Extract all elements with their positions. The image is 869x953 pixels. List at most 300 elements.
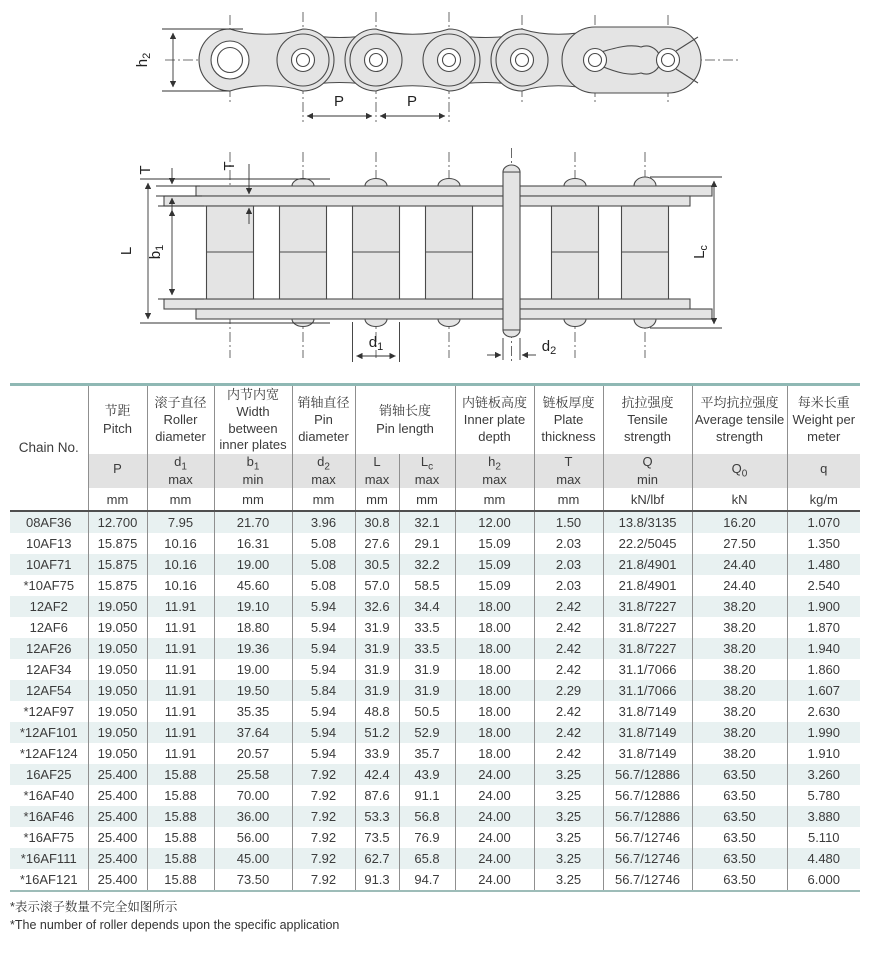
table-row xyxy=(10,638,860,659)
table-cell: 12AF54 xyxy=(25,683,72,698)
table-cell: 10.16 xyxy=(147,554,214,575)
table-cell: 27.50 xyxy=(692,533,787,554)
table-cell: 38.20 xyxy=(692,701,787,722)
table-cell: 2.03 xyxy=(534,533,603,554)
table-cell: 3.25 xyxy=(534,785,603,806)
table-cell: 2.42 xyxy=(534,617,603,638)
table-cell: 45.60 xyxy=(214,575,292,596)
table-cell: 3.260 xyxy=(787,764,860,785)
symbol-tensile-strength: Q min xyxy=(603,454,692,488)
table-cell: 24.00 xyxy=(455,827,534,848)
table-cell: *16AF46 xyxy=(23,809,75,824)
pin-hole xyxy=(589,54,602,67)
table-cell: 25.400 xyxy=(88,848,147,869)
table-cell: 3.25 xyxy=(534,827,603,848)
table-cell: 3.25 xyxy=(534,764,603,785)
table-cell: 91.1 xyxy=(399,785,455,806)
table-cell: 24.00 xyxy=(455,869,534,890)
column-header-average-tensile-strength: 平均抗拉强度 Average tensile strength xyxy=(692,386,787,454)
table-cell: 15.875 xyxy=(88,554,147,575)
table-cell: 2.03 xyxy=(534,575,603,596)
table-cell: 25.400 xyxy=(88,764,147,785)
symbol-average-tensile-strength: $Q_0$ xyxy=(692,454,787,488)
table-cell: 22.2/5045 xyxy=(603,533,692,554)
table-cell: 25.400 xyxy=(88,869,147,890)
table-cell: 12AF6 xyxy=(29,620,68,635)
table-cell: 65.8 xyxy=(399,848,455,869)
table-row xyxy=(10,617,860,638)
table-cell: 63.50 xyxy=(692,848,787,869)
table-cell: *16AF111 xyxy=(20,851,77,866)
dim-label-pitch-right: P xyxy=(406,93,418,110)
dim-label-Lc: $L_c$ xyxy=(691,245,710,259)
table-cell: 63.50 xyxy=(692,785,787,806)
unit-plate-thickness: mm xyxy=(534,488,603,511)
table-cell: 62.7 xyxy=(355,848,399,869)
table-cell: 1.070 xyxy=(787,511,860,533)
dim-label-t-inner: T xyxy=(221,161,238,171)
table-cell: 38.20 xyxy=(692,680,787,701)
table-cell: 18.00 xyxy=(455,659,534,680)
table-cell: 15.88 xyxy=(147,848,214,869)
table-cell: 73.50 xyxy=(214,869,292,890)
table-cell: 7.95 xyxy=(147,511,214,533)
table-row xyxy=(10,511,860,533)
table-row xyxy=(10,701,860,722)
table-cell: 51.2 xyxy=(355,722,399,743)
unit-pin-diameter: mm xyxy=(292,488,355,511)
table-cell: 2.42 xyxy=(534,659,603,680)
table-cell: 38.20 xyxy=(692,617,787,638)
table-cell: 3.25 xyxy=(534,848,603,869)
table-cell: 5.780 xyxy=(787,785,860,806)
table-cell: 5.94 xyxy=(292,596,355,617)
table-cell: 15.88 xyxy=(147,764,214,785)
table-cell: 19.050 xyxy=(88,722,147,743)
table-cell: 48.8 xyxy=(355,701,399,722)
table-cell: 11.91 xyxy=(147,743,214,764)
symbol-plate-thickness: T max xyxy=(534,454,603,488)
table-cell: 31.8/7227 xyxy=(603,638,692,659)
table-cell: 24.00 xyxy=(455,785,534,806)
table-cell: 19.00 xyxy=(214,554,292,575)
table-cell: 3.96 xyxy=(292,511,355,533)
table-cell: 18.00 xyxy=(455,701,534,722)
table-cell: 31.9 xyxy=(355,659,399,680)
table-cell: 1.910 xyxy=(787,743,860,764)
table-cell: 1.870 xyxy=(787,617,860,638)
dim-label-h2: $h_2$ xyxy=(134,52,153,68)
table-cell: 56.7/12746 xyxy=(603,848,692,869)
table-cell: 31.1/7066 xyxy=(603,680,692,701)
table-cell: 56.7/12886 xyxy=(603,806,692,827)
table-cell: 1.607 xyxy=(787,680,860,701)
table-cell: 5.84 xyxy=(292,680,355,701)
table-cell: 10.16 xyxy=(147,533,214,554)
column-header-inner-width: 内节内宽 Width between inner plates xyxy=(214,386,292,454)
table-cell: 38.20 xyxy=(692,722,787,743)
table-cell: 5.08 xyxy=(292,575,355,596)
table-cell: 31.8/7149 xyxy=(603,743,692,764)
table-cell: 19.050 xyxy=(88,638,147,659)
column-header-weight-per-meter: 每米长重 Weight per meter xyxy=(787,386,860,454)
table-cell: 20.57 xyxy=(214,743,292,764)
table-cell: 15.88 xyxy=(147,869,214,890)
table-cell: *12AF97 xyxy=(23,704,75,719)
table-cell: 08AF36 xyxy=(10,511,88,533)
footnote-en: *The number of roller depends upon the specific application xyxy=(10,917,340,932)
table-cell: 19.050 xyxy=(88,617,147,638)
table-cell: 31.8/7227 xyxy=(603,617,692,638)
table-cell: *16AF40 xyxy=(23,788,75,803)
table-row xyxy=(10,743,860,764)
table-cell: 2.630 xyxy=(787,701,860,722)
table-cell: 11.91 xyxy=(147,680,214,701)
table-cell: 10.16 xyxy=(147,575,214,596)
table-row xyxy=(10,575,860,596)
table-cell: 38.20 xyxy=(692,743,787,764)
pin-hole xyxy=(370,54,383,67)
unit-inner-width: mm xyxy=(214,488,292,511)
chain-drawings xyxy=(0,0,869,383)
table-cell: 18.80 xyxy=(214,617,292,638)
table-cell: 50.5 xyxy=(399,701,455,722)
dim-label-t-outer: T xyxy=(137,165,154,175)
table-cell: 5.94 xyxy=(292,722,355,743)
table-cell: 25.400 xyxy=(88,806,147,827)
table-cell: 3.25 xyxy=(534,869,603,890)
bush-hole xyxy=(218,48,243,73)
table-cell: 31.8/7227 xyxy=(603,596,692,617)
dim-label-pitch-left: P xyxy=(333,93,345,110)
table-cell: 11.91 xyxy=(147,617,214,638)
table-cell: 2.540 xyxy=(787,575,860,596)
table-cell: 18.00 xyxy=(455,617,534,638)
dim-label-b1: $b_1$ xyxy=(147,244,166,260)
table-cell: 18.00 xyxy=(455,722,534,743)
table-cell: 24.00 xyxy=(455,848,534,869)
table-cell: 21.8/4901 xyxy=(603,575,692,596)
dim-label-L: L xyxy=(118,246,135,256)
table-cell: 7.92 xyxy=(292,827,355,848)
table-header xyxy=(10,386,860,511)
table-cell: 19.050 xyxy=(88,701,147,722)
table-cell: 31.8/7149 xyxy=(603,701,692,722)
table-cell: 1.350 xyxy=(787,533,860,554)
table-cell: 32.6 xyxy=(355,596,399,617)
table-cell: 57.0 xyxy=(355,575,399,596)
table-cell: 13.8/3135 xyxy=(603,511,692,533)
table-cell: 30.8 xyxy=(355,511,399,533)
table-cell: 63.50 xyxy=(692,806,787,827)
table-cell: 2.42 xyxy=(534,596,603,617)
unit-pitch: mm xyxy=(88,488,147,511)
table-cell: *12AF124 xyxy=(19,746,78,761)
table-row xyxy=(10,533,860,554)
table-cell: 15.09 xyxy=(455,575,534,596)
dim-label-d2: $d_2$ xyxy=(541,338,557,357)
table-cell: *12AF101 xyxy=(19,725,78,740)
table-cell: 35.7 xyxy=(399,743,455,764)
table-cell: 34.4 xyxy=(399,596,455,617)
inner-plate-bottom xyxy=(164,299,690,309)
table-cell: 56.7/12886 xyxy=(603,764,692,785)
table-cell: 56.7/12746 xyxy=(603,827,692,848)
table-cell: 5.94 xyxy=(292,701,355,722)
table-cell: 24.40 xyxy=(692,554,787,575)
column-header-pin-diameter: 销轴直径 Pin diameter xyxy=(292,386,355,454)
table-cell: 35.35 xyxy=(214,701,292,722)
plan-view-drawing xyxy=(118,148,722,362)
table-cell: 94.7 xyxy=(399,869,455,890)
unit-inner-plate-depth: mm xyxy=(455,488,534,511)
table-cell: 63.50 xyxy=(692,869,787,890)
table-cell: 19.00 xyxy=(214,659,292,680)
table-cell: 32.2 xyxy=(399,554,455,575)
table-cell: 33.5 xyxy=(399,617,455,638)
table-row xyxy=(10,764,860,785)
table-cell: 53.3 xyxy=(355,806,399,827)
table-cell: 21.70 xyxy=(214,511,292,533)
table-cell: 18.00 xyxy=(455,680,534,701)
table-cell: 3.25 xyxy=(534,806,603,827)
table-cell: 73.5 xyxy=(355,827,399,848)
outer-plate-bottom xyxy=(196,309,712,319)
table-cell: 31.9 xyxy=(399,659,455,680)
table-cell: 6.000 xyxy=(787,869,860,890)
table-cell: *10AF75 xyxy=(23,578,75,593)
table-cell: 11.91 xyxy=(147,701,214,722)
table-cell: 1.860 xyxy=(787,659,860,680)
table-cell: 19.10 xyxy=(214,596,292,617)
table-cell: 43.9 xyxy=(399,764,455,785)
table-cell: 16.31 xyxy=(214,533,292,554)
table-cell: 37.64 xyxy=(214,722,292,743)
column-header-pitch: 节距 Pitch xyxy=(88,386,147,454)
table-cell: 19.050 xyxy=(88,743,147,764)
table-cell: 5.08 xyxy=(292,554,355,575)
table-cell: 33.9 xyxy=(355,743,399,764)
dim-label-d1: $d_1$ xyxy=(368,334,384,353)
table-cell: 15.875 xyxy=(88,575,147,596)
side-view-drawing xyxy=(134,12,740,122)
table-cell: 1.940 xyxy=(787,638,860,659)
table-cell: *16AF121 xyxy=(19,872,78,887)
table-cell: 38.20 xyxy=(692,638,787,659)
table-cell: 38.20 xyxy=(692,659,787,680)
table-cell: 63.50 xyxy=(692,827,787,848)
pin-hole xyxy=(516,54,529,67)
column-header-chain-no: Chain No. xyxy=(18,439,79,455)
table-cell: 24.00 xyxy=(455,806,534,827)
table-cell: 7.92 xyxy=(292,869,355,890)
table-cell: 5.94 xyxy=(292,743,355,764)
outer-plate-top xyxy=(196,186,712,196)
unit-average-tensile-strength: kN xyxy=(692,488,787,511)
symbol-pitch: P xyxy=(88,454,147,488)
symbol-pin-length-lc: $L_c$ max xyxy=(399,454,455,488)
table-cell: 12AF26 xyxy=(25,641,72,656)
table-cell: 2.03 xyxy=(534,554,603,575)
connecting-link xyxy=(562,27,701,93)
table-cell: 7.92 xyxy=(292,764,355,785)
table-cell: 12.00 xyxy=(455,511,534,533)
column-header-tensile-strength: 抗拉强度 Tensile strength xyxy=(603,386,692,454)
table-cell: 16AF25 xyxy=(25,767,72,782)
table-cell: 31.9 xyxy=(355,617,399,638)
table-cell: 15.875 xyxy=(88,533,147,554)
table-cell: 63.50 xyxy=(692,764,787,785)
table-row xyxy=(10,869,860,890)
table-cell: 25.58 xyxy=(214,764,292,785)
table-cell: 56.00 xyxy=(214,827,292,848)
footnotes xyxy=(10,899,869,934)
table-row xyxy=(10,785,860,806)
symbol-pin-diameter: $d_2$ max xyxy=(292,454,355,488)
table-cell: 4.480 xyxy=(787,848,860,869)
table-cell: 29.1 xyxy=(399,533,455,554)
table-cell: 1.990 xyxy=(787,722,860,743)
table-cell: 5.94 xyxy=(292,659,355,680)
table-cell: 12AF2 xyxy=(29,599,68,614)
table-cell: 31.1/7066 xyxy=(603,659,692,680)
table-cell: 12.700 xyxy=(88,511,147,533)
table-row xyxy=(10,806,860,827)
column-header-roller-diameter: 滚子直径 Roller diameter xyxy=(147,386,214,454)
table-cell: 24.00 xyxy=(455,764,534,785)
table-cell: 18.00 xyxy=(455,743,534,764)
table-row xyxy=(10,722,860,743)
table-cell: 15.88 xyxy=(147,785,214,806)
table-row xyxy=(10,596,860,617)
table-cell: 1.480 xyxy=(787,554,860,575)
table-cell: 19.50 xyxy=(214,680,292,701)
table-cell: 87.6 xyxy=(355,785,399,806)
table-cell: 15.88 xyxy=(147,806,214,827)
table-row xyxy=(10,848,860,869)
unit-tensile-strength: kN/lbf xyxy=(603,488,692,511)
table-cell: 56.7/12886 xyxy=(603,785,692,806)
pin-hole xyxy=(297,54,310,67)
table-cell: 2.42 xyxy=(534,722,603,743)
column-header-plate-thickness: 链板厚度 Plate thickness xyxy=(534,386,603,454)
symbol-inner-width: $b_1$ min xyxy=(214,454,292,488)
table-cell: 2.42 xyxy=(534,701,603,722)
table-cell: 38.20 xyxy=(692,596,787,617)
table-cell: 5.110 xyxy=(787,827,860,848)
table-cell: 36.00 xyxy=(214,806,292,827)
table-cell: 11.91 xyxy=(147,638,214,659)
table-cell: 91.3 xyxy=(355,869,399,890)
table-cell: 31.9 xyxy=(355,638,399,659)
column-header-inner-plate-depth: 内链板高度 Inner plate depth xyxy=(455,386,534,454)
table-cell: 25.400 xyxy=(88,785,147,806)
table-cell: 1.50 xyxy=(534,511,603,533)
table-cell: 25.400 xyxy=(88,827,147,848)
table-row xyxy=(10,554,860,575)
table-cell: 45.00 xyxy=(214,848,292,869)
spec-table-body xyxy=(10,511,860,890)
column-header-pin-length: 销轴长度 Pin length xyxy=(355,386,455,454)
table-cell: 2.29 xyxy=(534,680,603,701)
table-cell: 52.9 xyxy=(399,722,455,743)
footnote-zh: *表示滚子数量不完全如图所示 xyxy=(10,900,178,914)
table-cell: 15.88 xyxy=(147,827,214,848)
table-cell: 15.09 xyxy=(455,554,534,575)
table-cell: 56.7/12746 xyxy=(603,869,692,890)
unit-weight: kg/m xyxy=(787,488,860,511)
table-cell: 56.8 xyxy=(399,806,455,827)
table-cell: 2.42 xyxy=(534,638,603,659)
table-cell: 31.8/7149 xyxy=(603,722,692,743)
symbol-inner-plate-depth: $h_2$ max xyxy=(455,454,534,488)
table-row xyxy=(10,680,860,701)
table-cell: 21.8/4901 xyxy=(603,554,692,575)
table-cell: 10AF71 xyxy=(25,557,72,572)
table-cell: 18.00 xyxy=(455,596,534,617)
table-cell: 33.5 xyxy=(399,638,455,659)
table-cell: 2.42 xyxy=(534,743,603,764)
symbol-pin-length-l: L max xyxy=(355,454,399,488)
table-cell: 19.050 xyxy=(88,680,147,701)
unit-pin-length-lc: mm xyxy=(399,488,455,511)
table-cell: 42.4 xyxy=(355,764,399,785)
table-cell: 7.92 xyxy=(292,806,355,827)
table-cell: 32.1 xyxy=(399,511,455,533)
symbol-roller-diameter: $d_1$ max xyxy=(147,454,214,488)
table-cell: 58.5 xyxy=(399,575,455,596)
table-cell: 3.880 xyxy=(787,806,860,827)
table-cell: 7.92 xyxy=(292,848,355,869)
table-cell: *16AF75 xyxy=(23,830,75,845)
unit-roller-diameter: mm xyxy=(147,488,214,511)
rollers xyxy=(207,206,669,299)
table-cell: 11.91 xyxy=(147,722,214,743)
pin-hole xyxy=(443,54,456,67)
table-cell: 16.20 xyxy=(692,511,787,533)
table-row xyxy=(10,827,860,848)
table-cell: 24.40 xyxy=(692,575,787,596)
connecting-pin xyxy=(503,165,520,337)
table-cell: 30.5 xyxy=(355,554,399,575)
table-cell: 11.91 xyxy=(147,659,214,680)
table-row xyxy=(10,659,860,680)
table-cell: 5.94 xyxy=(292,638,355,659)
table-cell: 31.9 xyxy=(355,680,399,701)
table-cell: 18.00 xyxy=(455,638,534,659)
inner-plate-top xyxy=(164,196,690,206)
table-cell: 15.09 xyxy=(455,533,534,554)
table-cell: 5.08 xyxy=(292,533,355,554)
table-cell: 19.36 xyxy=(214,638,292,659)
table-cell: 1.900 xyxy=(787,596,860,617)
table-cell: 70.00 xyxy=(214,785,292,806)
table-cell: 7.92 xyxy=(292,785,355,806)
table-cell: 12AF34 xyxy=(25,662,72,677)
symbol-weight: q xyxy=(787,454,860,488)
table-cell: 19.050 xyxy=(88,596,147,617)
table-cell: 5.94 xyxy=(292,617,355,638)
table-cell: 10AF13 xyxy=(25,536,72,551)
unit-pin-length-l: mm xyxy=(355,488,399,511)
table-cell: 19.050 xyxy=(88,659,147,680)
table-cell: 76.9 xyxy=(399,827,455,848)
spec-table xyxy=(10,386,860,890)
spec-table-wrap xyxy=(10,383,860,892)
table-cell: 11.91 xyxy=(147,596,214,617)
table-cell: 27.6 xyxy=(355,533,399,554)
pin-hole xyxy=(662,54,675,67)
